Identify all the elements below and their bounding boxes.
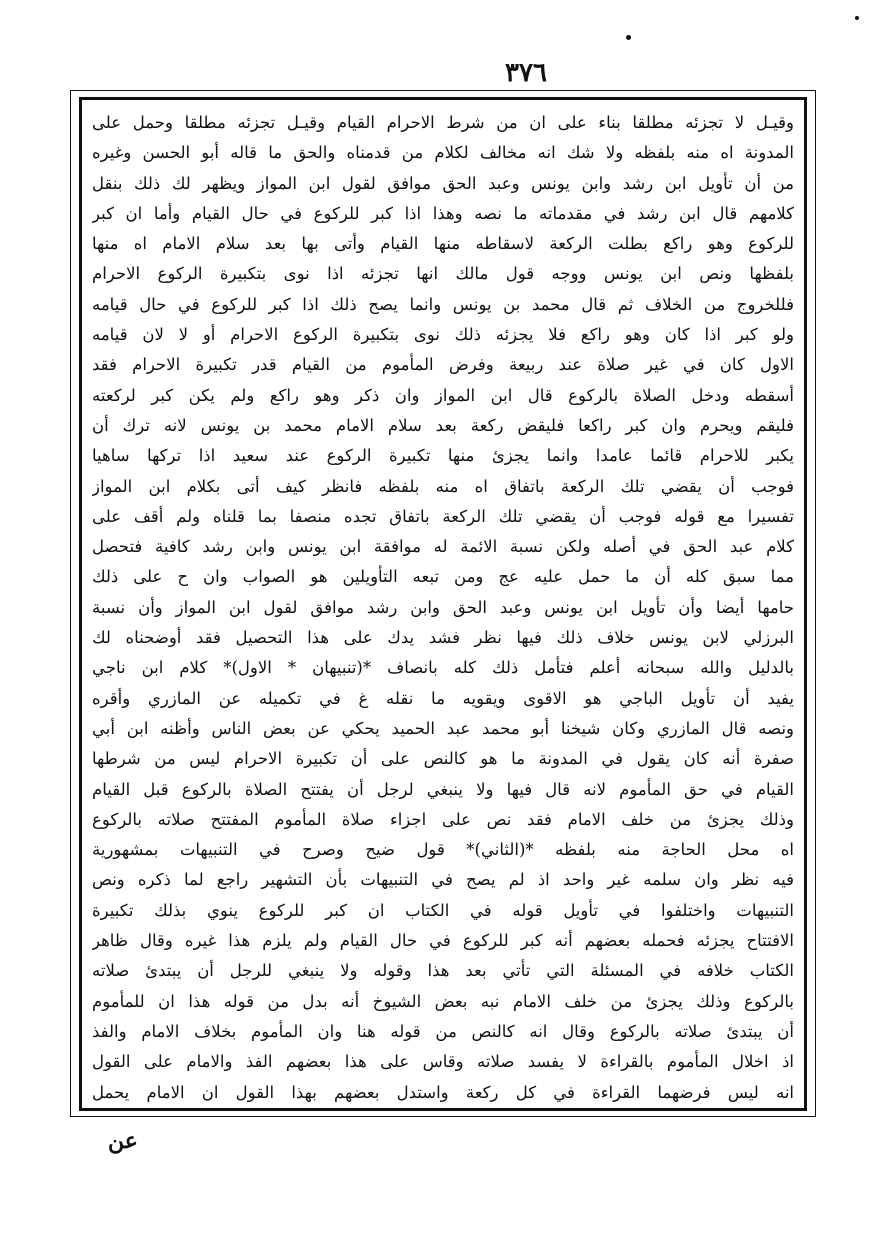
text-line: كلامهم قال ابن رشد في مقدماته ما نصه وهذا اذا كبر للركوع في حال القيام وأما ان كبر <box>92 203 794 223</box>
text-line: ولو كبر اذا كان وهو راكع فلا يجزئه ذلك نوى بتكبيرة الركوع الاحرام أو لا لان قيامه <box>92 325 794 345</box>
text-line: أسقطه ودخل الصلاة بالركوع قال ابن المواز وان ذكر وهو راكع ولم يكن كبر لركعته <box>92 385 794 405</box>
text-line: انه ليس فرضهما القراءة في كل ركعة واستدل بعضهم بهذا القول ان الامام يحمل <box>92 1082 794 1102</box>
text-line: من أن تأويل ابن رشد وابن يونس وعبد الحق موافق لقول ابن المواز ويظهر لك ذلك بنقل <box>92 173 794 193</box>
ink-speck <box>626 35 631 40</box>
text-line: ونصه قال المازري وكان شيخنا أبو محمد عبد الحميد يحكي عن بعض الناس وأظنه ابن أبي <box>92 718 794 738</box>
catchword: عن <box>108 1128 138 1154</box>
text-line: الاول كان في غير صلاة عند ربيعة وفرض المأموم من القيام قدر تكبيرة الاحرام فقد <box>92 355 794 375</box>
text-line: يفيد أن تأويل الباجي هو الاقوى ويقويه ما نقله غ في تكميله عن المازري وأقره <box>92 688 794 708</box>
text-line: أن يبتدئ صلاته بالركوع وقال انه كالنص من قوله هنا وان المأموم بخلاف الامام والفذ <box>92 1021 794 1041</box>
text-line: يكبر للاحرام قائما عامدا وانما يجزئ منها تكبيرة الركوع عند سعيد اذا تركها ساهيا <box>92 446 794 466</box>
text-line: فليقم ويحرم وان كبر راكعا فليقض ركعة بعد سلام الامام محمد بن يونس لانه ترك أن <box>92 415 794 435</box>
text-line: التنبيهات واختلفوا في تأويل قوله في الكتاب ان كبر للركوع ينوي بذلك تكبيرة <box>92 900 794 920</box>
text-line: حامها أيضا وأن تأويل ابن يونس وعبد الحق وابن رشد موافق لقول ابن المواز وأن نسبة <box>92 597 794 617</box>
ink-speck <box>855 16 859 20</box>
text-line: كلام عبد الحق في أصله ولكن نسبة الائمة له موافقة ابن يونس وابن رشد كافية فتحصل <box>92 537 794 557</box>
page-number: ٣٧٦ <box>505 58 547 88</box>
text-line: للركوع وهو راكع بطلت الركعة لاسقاطه منها القيام وأتى بها بعد سلام الامام اه منها <box>92 234 794 254</box>
text-line: تفسيرا مع قوله فوجب أن يقضي تلك الركعة باتفاق تجده منصفا بما قلناه ولم أقف على <box>92 506 794 526</box>
text-line: اذ اخلال المأموم بالقراءة لا يفسد صلاته وقاس على هذا بعضهم الفذ والامام على القول <box>92 1052 794 1072</box>
text-line: البرزلي لابن يونس خلاف ذلك فيها نظر فشد يدك على هذا التحصيل فقد أوضحناه لك <box>92 628 794 648</box>
text-line: فيه نظر وان سلمه غير واحد اذ لم يصح في التنبيهات بأن التشهير راجع لما ذكره ونص <box>92 870 794 890</box>
text-line: بلفظها ونص ابن يونس ووجه قول مالك انها تجزئه اذا نوى بتكبيرة الركوع الاحرام <box>92 264 794 284</box>
text-line: اه محل الحاجة منه بلفظه *(الثاني)* قول ضيح وصرح في التنبيهات بمشهورية <box>92 840 794 860</box>
main-text <box>92 108 794 1102</box>
text-line: الكتاب خلافه في المسئلة التي تأتي بعد هذا وقوله ولا ينبغي للرجل أن يبتدئ صلاته <box>92 961 794 981</box>
text-line: وذلك يجزئ من خلف الامام فقد نص على اجزاء صلاة المأموم المفتتح صلاته بالركوع <box>92 809 794 829</box>
text-line: مما سبق كله أن ما حمل عليه عج ومن تبعه التأويلين هو الصواب وان ح على ذلك <box>92 567 794 587</box>
text-line: صفرة أنه كان يقول في المدونة ما هو كالنص على أن تكبيرة الاحرام ليس من شرطها <box>92 749 794 769</box>
text-line: بالدليل والله سبحانه أعلم فتأمل ذلك كله بانصاف *(تنبيهان * الاول)* كلام ابن ناجي <box>92 658 794 678</box>
text-line: وقيـل لا تجزئه مطلقا بناء على ان من شرط الاحرام القيام وقيـل تجزئه مطلقا وحمل على <box>92 113 794 132</box>
text-line: القيام في حق المأموم لانه قال فيها ولا ينبغي لرجل أن يفتتح الصلاة بالركوع قبل القيام <box>92 779 794 799</box>
text-line: فللخروج من الخلاف ثم قال محمد بن يونس وانما يصح ذلك اذا كبر للركوع في حال قيامه <box>92 294 794 314</box>
text-line: المدونة اه منه بلفظه ولا شك انه مخالف لكلام من قدمناه والحق ما قاله أبو الحسن وغيره <box>92 143 794 163</box>
text-line: بالركوع وذلك يجزئ من خلف الامام نبه بعض الشيوخ أنه بدل من قوله هذا ان للمأموم <box>92 991 794 1011</box>
text-line: فوجب أن يقضي تلك الركعة باتفاق اه منه بلفظه فانظر كيف أتى بكلام ابن المواز <box>92 476 794 496</box>
text-line: الافتتاح يجزئه فحمله بعضهم أنه كبر للركوع في حال القيام ولم يلزم هذا غيره وقال ظاهر <box>92 931 794 951</box>
